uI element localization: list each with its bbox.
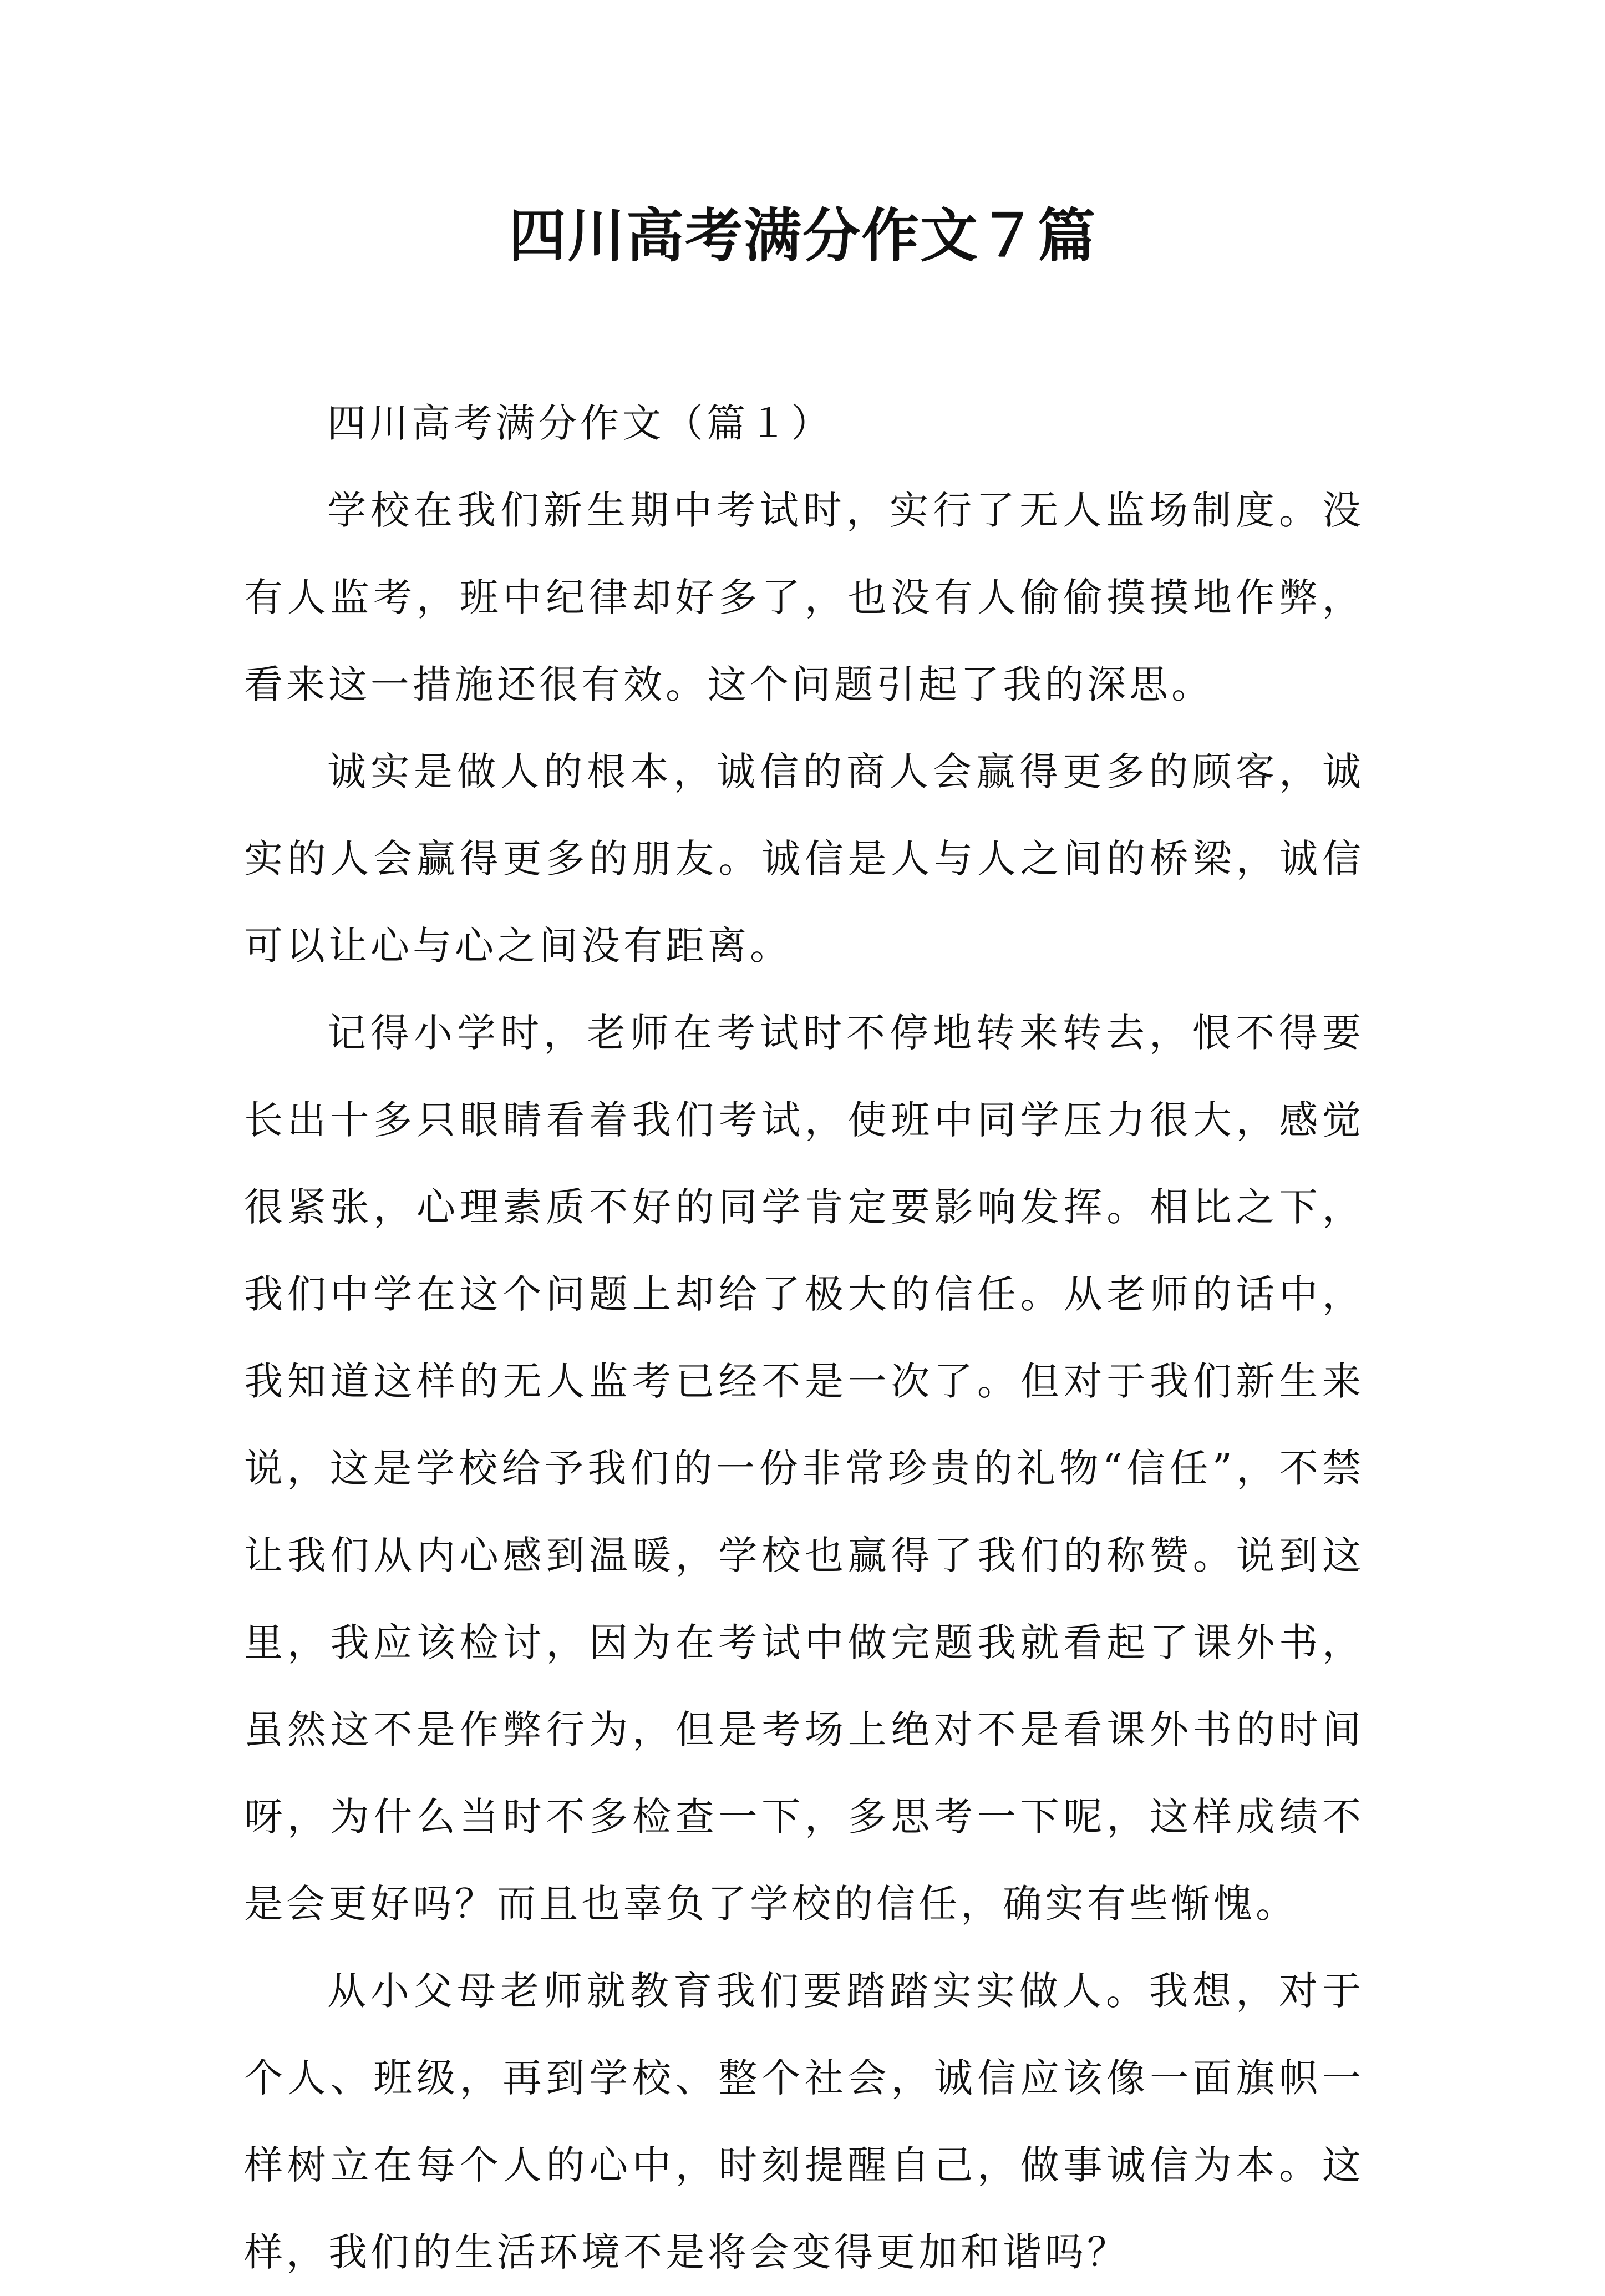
document-body bbox=[244, 380, 1364, 2296]
document-title: 四川高考满分作文７篇 bbox=[508, 201, 1096, 270]
paragraph-4: 从小父母老师就教育我们要踏踏实实做人。我想，对于个人、班级，再到学校、整个社会，诚信应该像一面旗帜一样树立在每个人的心中，时刻提醒自己，做事诚信为本。这样，我们的生活环境不是将会变得更加和谐吗？ bbox=[244, 1968, 1364, 2275]
section-heading: 四川高考满分作文（篇１） bbox=[327, 401, 833, 446]
paragraph-3: 记得小学时，老师在考试时不停地转来转去，恨不得要长出十多只眼睛看着我们考试，使班中同学压力很大，感觉很紧张，心理素质不好的同学肯定要影响发挥。相比之下，我们中学在这个问题上却给了极大的信任。从老师的话中，我知道这样的无人监考已经不是一次了。但对于我们新生来说，这是学校给予我们的一份非常珍贵的礼物“信任”，不禁让我们从内心感到温暖，学校也赢得了我们的称赞。说到这里，我应该检讨，因为在考试中做完题我就看起了课外书，虽然这不是作弊行为，但是考场上绝对不是看课外书的时间呀，为什么当时不多检查一下，多思考一下呢，这样成绩不是会更好吗？而且也辜负了学校的信任，确实有些惭愧。 bbox=[244, 1010, 1364, 1927]
paragraph-2: 诚实是做人的根本，诚信的商人会赢得更多的顾客，诚实的人会赢得更多的朋友。诚信是人与人之间的桥梁，诚信可以让心与心之间没有距离。 bbox=[244, 749, 1364, 969]
paragraph-1: 学校在我们新生期中考试时，实行了无人监场制度。没有人监考，班中纪律却好多了，也没有人偷偷摸摸地作弊，看来这一措施还很有效。这个问题引起了我的深思。 bbox=[244, 488, 1364, 707]
